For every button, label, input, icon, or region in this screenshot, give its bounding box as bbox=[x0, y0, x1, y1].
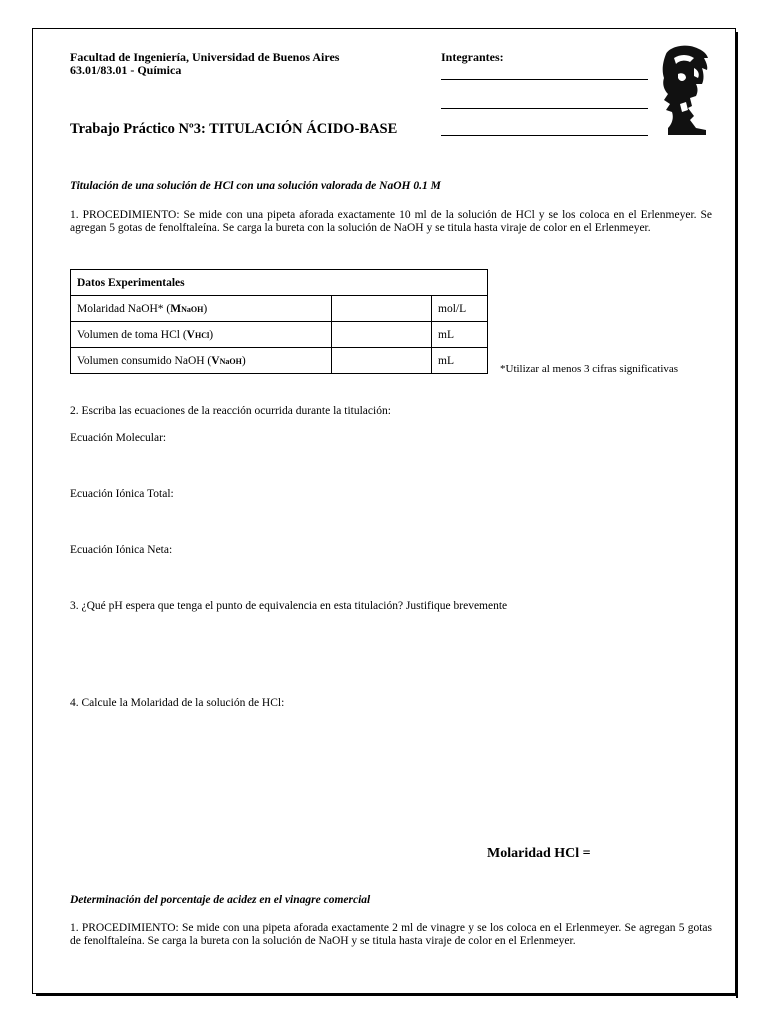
table-footnote: *Utilizar al menos 3 cifras significativas bbox=[500, 363, 679, 375]
row-unit: mL bbox=[432, 322, 488, 348]
section1-procedure: 1. PROCEDIMIENTO: Se mide con una pipeta aforada exactamente 10 ml de la solución de HCl y se los coloca en el Erlenmeyer. Se agregan 5 gotas de fenolftaleína. Se carga la bureta con la solución de NaOH y se titula hasta viraje de color en el Erlenmeyer. bbox=[70, 209, 712, 234]
question-3: 3. ¿Qué pH espera que tenga el punto de equivalencia en esta titulación? Justifique brevemente bbox=[70, 600, 508, 612]
question-4: 4. Calcule la Molaridad de la solución de HCl: bbox=[70, 697, 285, 709]
faculty-name: Facultad de Ingeniería, Universidad de Buenos Aires bbox=[70, 50, 340, 64]
row-unit: mol/L bbox=[432, 296, 488, 322]
section1-heading: Titulación de una solución de HCl con una solución valorada de NaOH 0.1 M bbox=[70, 180, 441, 192]
member-line-3[interactable] bbox=[441, 135, 648, 136]
course-code: 63.01/83.01 - Química bbox=[70, 63, 182, 77]
row-label: Volumen consumido NaOH (VNaOH) bbox=[71, 348, 332, 374]
table-header-row bbox=[71, 270, 488, 296]
row-unit: mL bbox=[432, 348, 488, 374]
minerva-head-logo-icon bbox=[660, 44, 712, 135]
section2-heading: Determinación del porcentaje de acidez en el vinagre comercial bbox=[70, 894, 371, 906]
molarity-naoh-input[interactable] bbox=[332, 296, 432, 322]
row-label: Molaridad NaOH* (MNaOH) bbox=[71, 296, 332, 322]
frame-shadow-right bbox=[736, 32, 738, 998]
frame-shadow-bottom bbox=[36, 994, 738, 996]
molarity-hcl-result: Molaridad HCl = bbox=[487, 846, 591, 861]
question-2: 2. Escriba las ecuaciones de la reacción ocurrida durante la titulación: bbox=[70, 405, 391, 417]
molecular-equation-label: Ecuación Molecular: bbox=[70, 432, 167, 444]
experimental-data-table bbox=[70, 269, 488, 374]
table-header: Datos Experimentales bbox=[71, 270, 488, 296]
volume-naoh-input[interactable] bbox=[332, 348, 432, 374]
table-row bbox=[71, 348, 488, 374]
ionic-total-equation-label: Ecuación Iónica Total: bbox=[70, 488, 174, 500]
page-frame bbox=[32, 28, 736, 994]
members-label: Integrantes: bbox=[441, 50, 504, 64]
table-row bbox=[71, 296, 488, 322]
row-label: Volumen de toma HCl (VHCl) bbox=[71, 322, 332, 348]
section2-procedure: 1. PROCEDIMIENTO: Se mide con una pipeta aforada exactamente 2 ml de vinagre y se los coloca en el Erlenmeyer. Se agregan 5 gotas de fenolftaleína. Se carga la bureta con la solución de NaOH y se titula hasta viraje de color en el Erlenmeyer. bbox=[70, 922, 712, 947]
member-line-1[interactable] bbox=[441, 79, 648, 80]
page-title: Trabajo Práctico Nº3: TITULACIÓN ÁCIDO-BASE bbox=[70, 121, 398, 137]
member-line-2[interactable] bbox=[441, 108, 648, 109]
volume-hcl-input[interactable] bbox=[332, 322, 432, 348]
ionic-net-equation-label: Ecuación Iónica Neta: bbox=[70, 544, 173, 556]
table-row bbox=[71, 322, 488, 348]
